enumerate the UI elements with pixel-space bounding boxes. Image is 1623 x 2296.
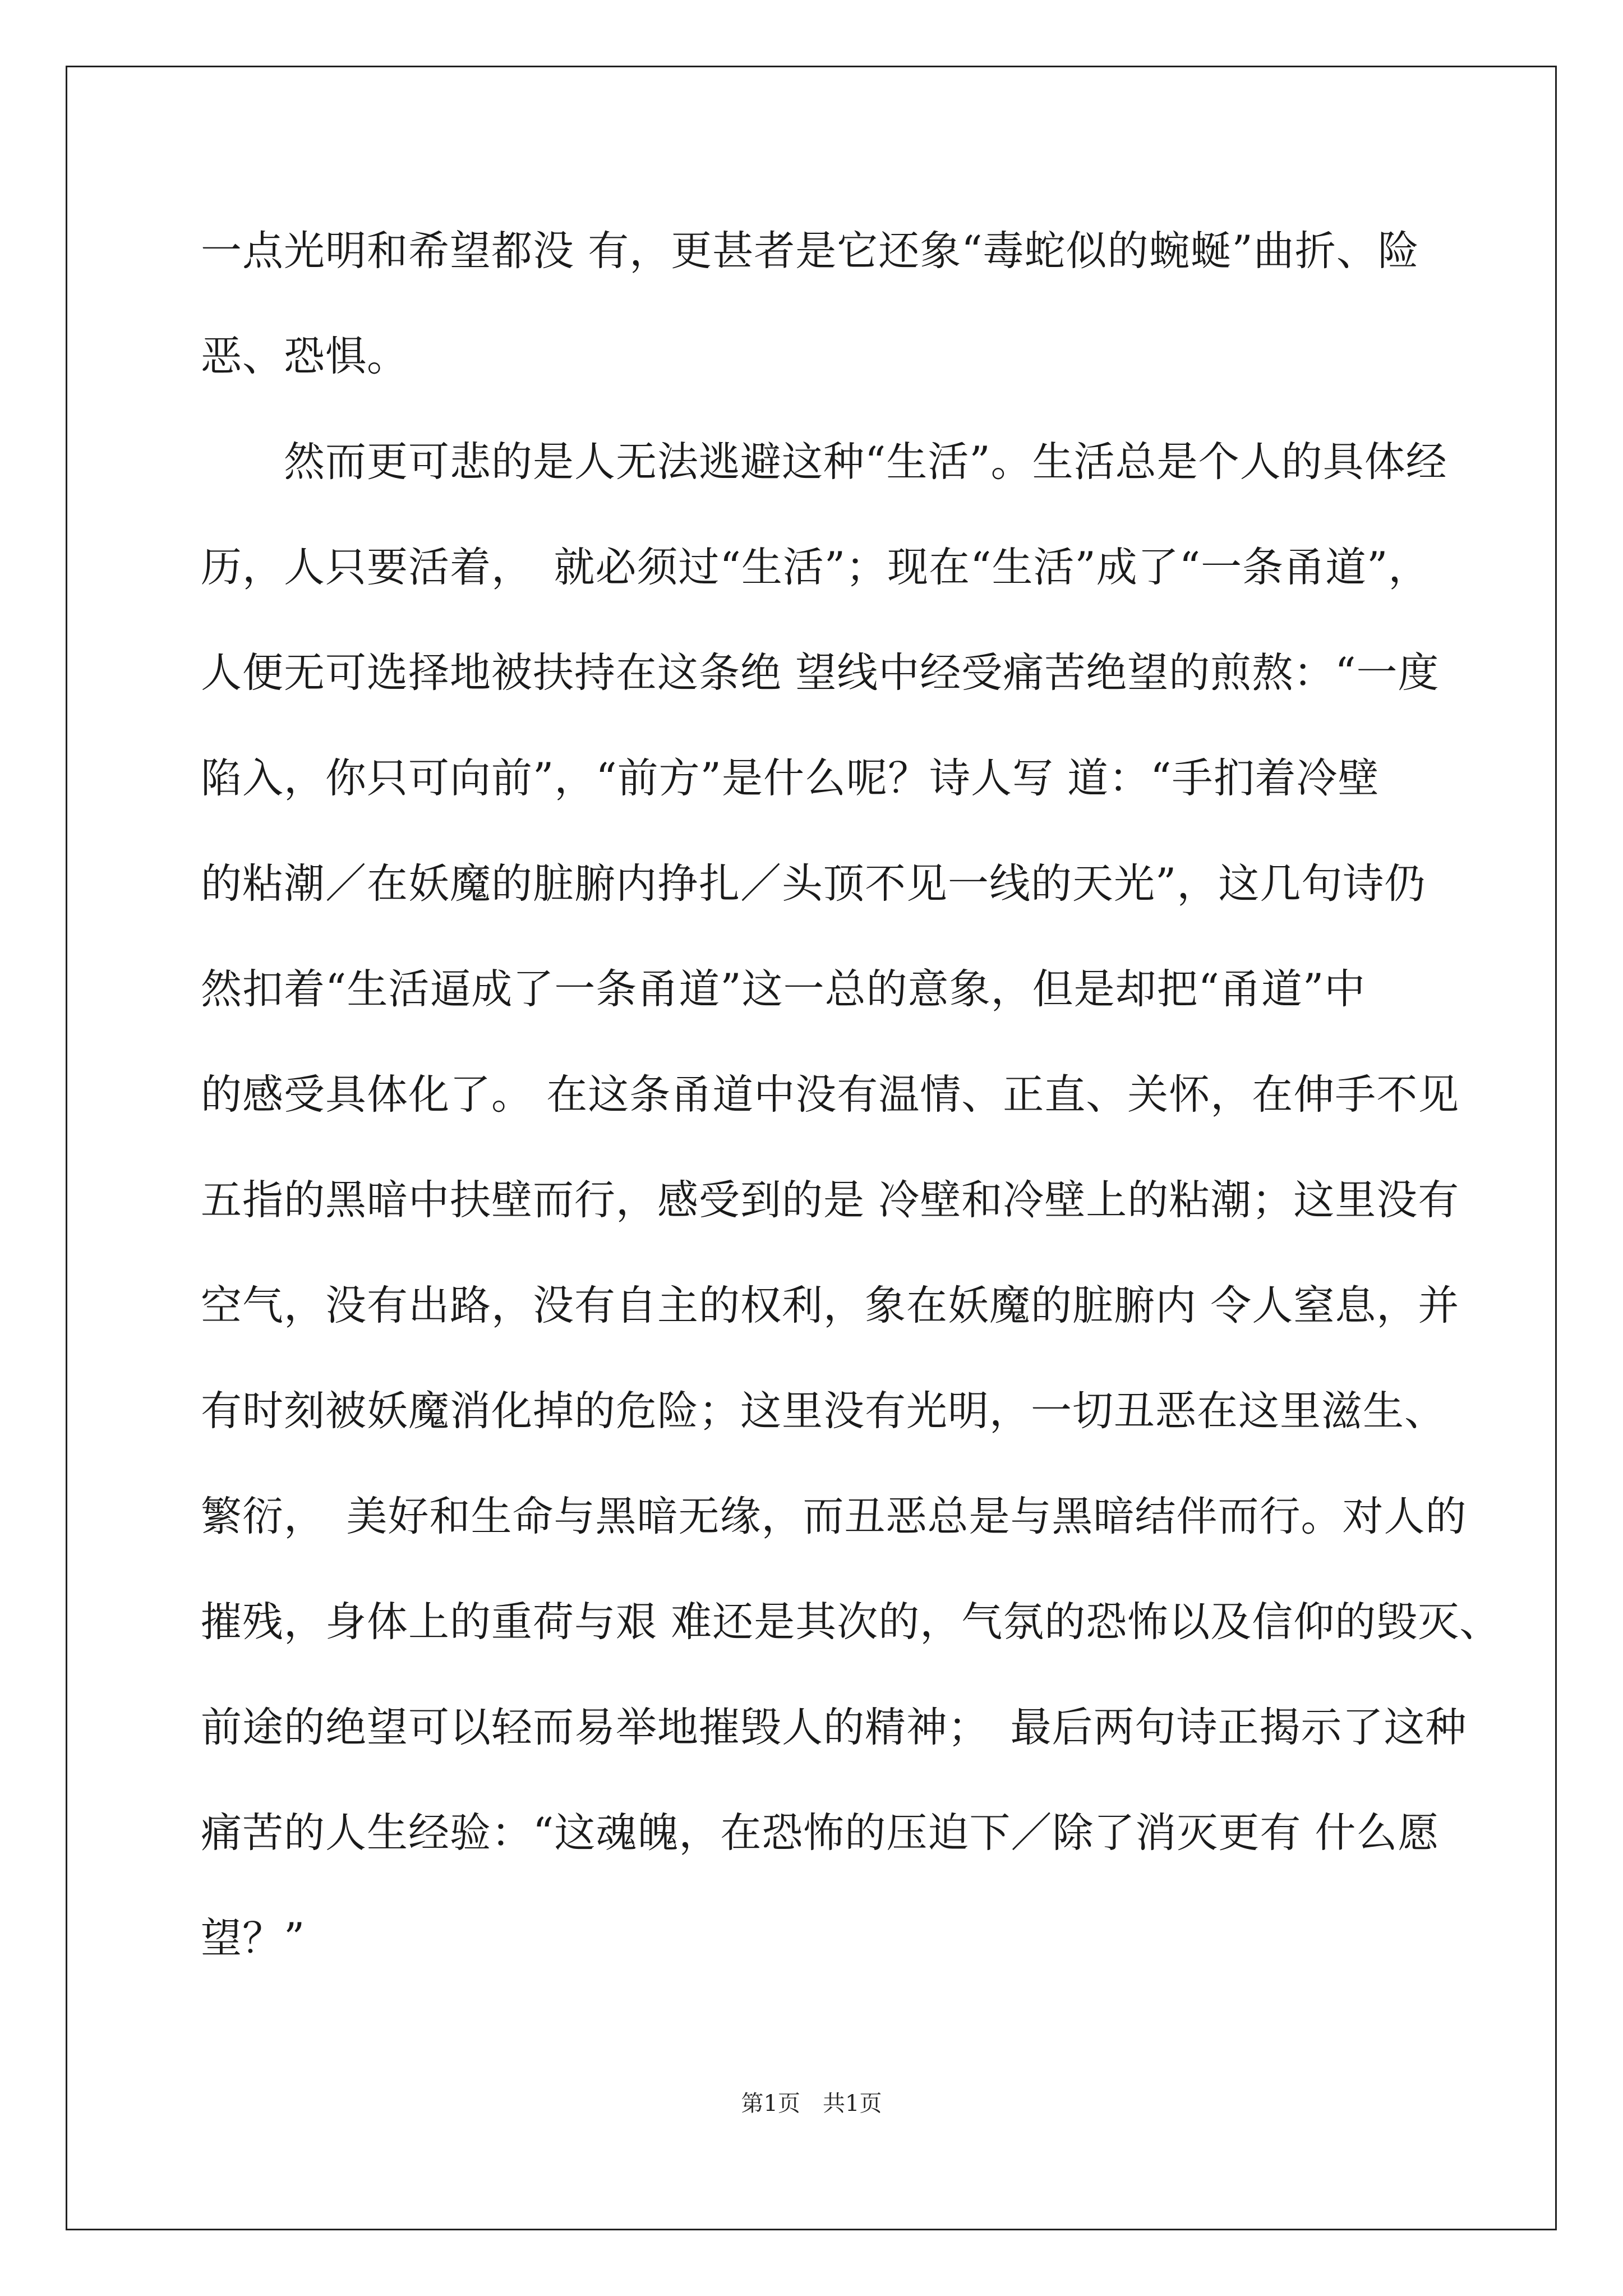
text-line: 然而更可悲的是人无法逃避这种“生活”。生活总是个人的具体经 [201,438,1447,486]
text-line: 历，人只要活着， 就必须过“生活”；现在“生活”成了“一条甬道”， [201,544,1430,591]
text-line: 空气，没有出路，没有自主的权利，象在妖魔的脏腑内 令人窒息，并 [201,1282,1460,1329]
text-line: 然扣着“生活逼成了一条甬道”这一总的意象，但是却把“甬道”中 [201,965,1366,1013]
text-line: 摧残，身体上的重荷与艰 难还是其次的，气氛的恐怖以及信仰的毁灭、 [201,1598,1501,1646]
text-line: 繁衍， 美好和生命与黑暗无缘，而丑恶总是与黑暗结伴而行。对人的 [201,1493,1467,1540]
text-line: 望？” [201,1915,306,1962]
text-line: 五指的黑暗中扶壁而行，感受到的是 冷壁和冷壁上的粘潮；这里没有 [201,1176,1460,1224]
text-line: 有时刻被妖魔消化掉的危险；这里没有光明，一切丑恶在这里滋生、 [201,1387,1446,1435]
text-line: 的感受具体化了。 在这条甬道中没有温情、正直、关怀，在伸手不见 [201,1071,1460,1119]
text-line: 的粘潮／在妖魔的脏腑内挣扎／头顶不见一线的天光”，这几句诗仍 [201,860,1426,908]
text-line: 痛苦的人生经验：“这魂魄，在恐怖的压迫下／除了消灭更有 什么愿 [201,1809,1440,1857]
text-line: 一点光明和希望都没 有，更甚者是它还象“毒蛇似的蜿蜒”曲折、险 [201,227,1419,275]
text-line: 前途的绝望可以轻而易举地摧毁人的精神； 最后两句诗正揭示了这种 [201,1704,1467,1751]
page-footer: 第1页 共1页 [741,2091,882,2116]
text-line: 人便无可选择地被扶持在这条绝 望线中经受痛苦绝望的煎熬：“一度 [201,649,1440,697]
text-line: 陷入，你只可向前”，“前方”是什么呢？诗人写 道：“手扪着冷壁 [201,754,1380,802]
text-line: 恶、恐惧。 [201,333,408,380]
